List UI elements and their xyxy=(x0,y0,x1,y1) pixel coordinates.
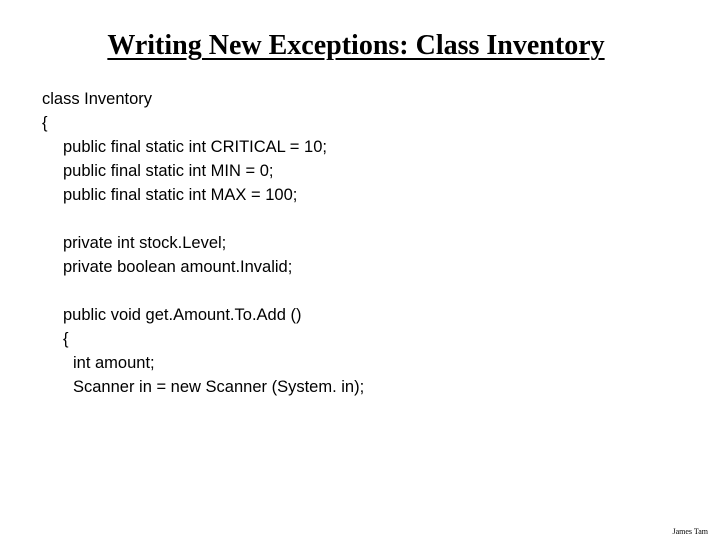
code-line: public final static int CRITICAL = 10; xyxy=(63,138,327,156)
code-blank-line xyxy=(42,207,682,231)
code-line: public void get.Amount.To.Add () xyxy=(63,306,302,324)
code-line: int amount; xyxy=(73,354,155,372)
footer-author: James Tam xyxy=(672,527,708,536)
code-block xyxy=(42,87,682,399)
code-line: public final static int MIN = 0; xyxy=(63,162,274,180)
code-line: public final static int MAX = 100; xyxy=(63,186,298,204)
code-blank-line xyxy=(42,279,682,303)
code-line: { xyxy=(42,114,48,132)
code-line: private boolean amount.Invalid; xyxy=(63,258,293,276)
code-line: { xyxy=(63,330,69,348)
code-line: Scanner in = new Scanner (System. in); xyxy=(73,378,365,396)
code-line: class Inventory xyxy=(42,90,153,108)
code-line: private int stock.Level; xyxy=(63,234,227,252)
slide-title: Writing New Exceptions: Class Inventory xyxy=(107,30,605,61)
